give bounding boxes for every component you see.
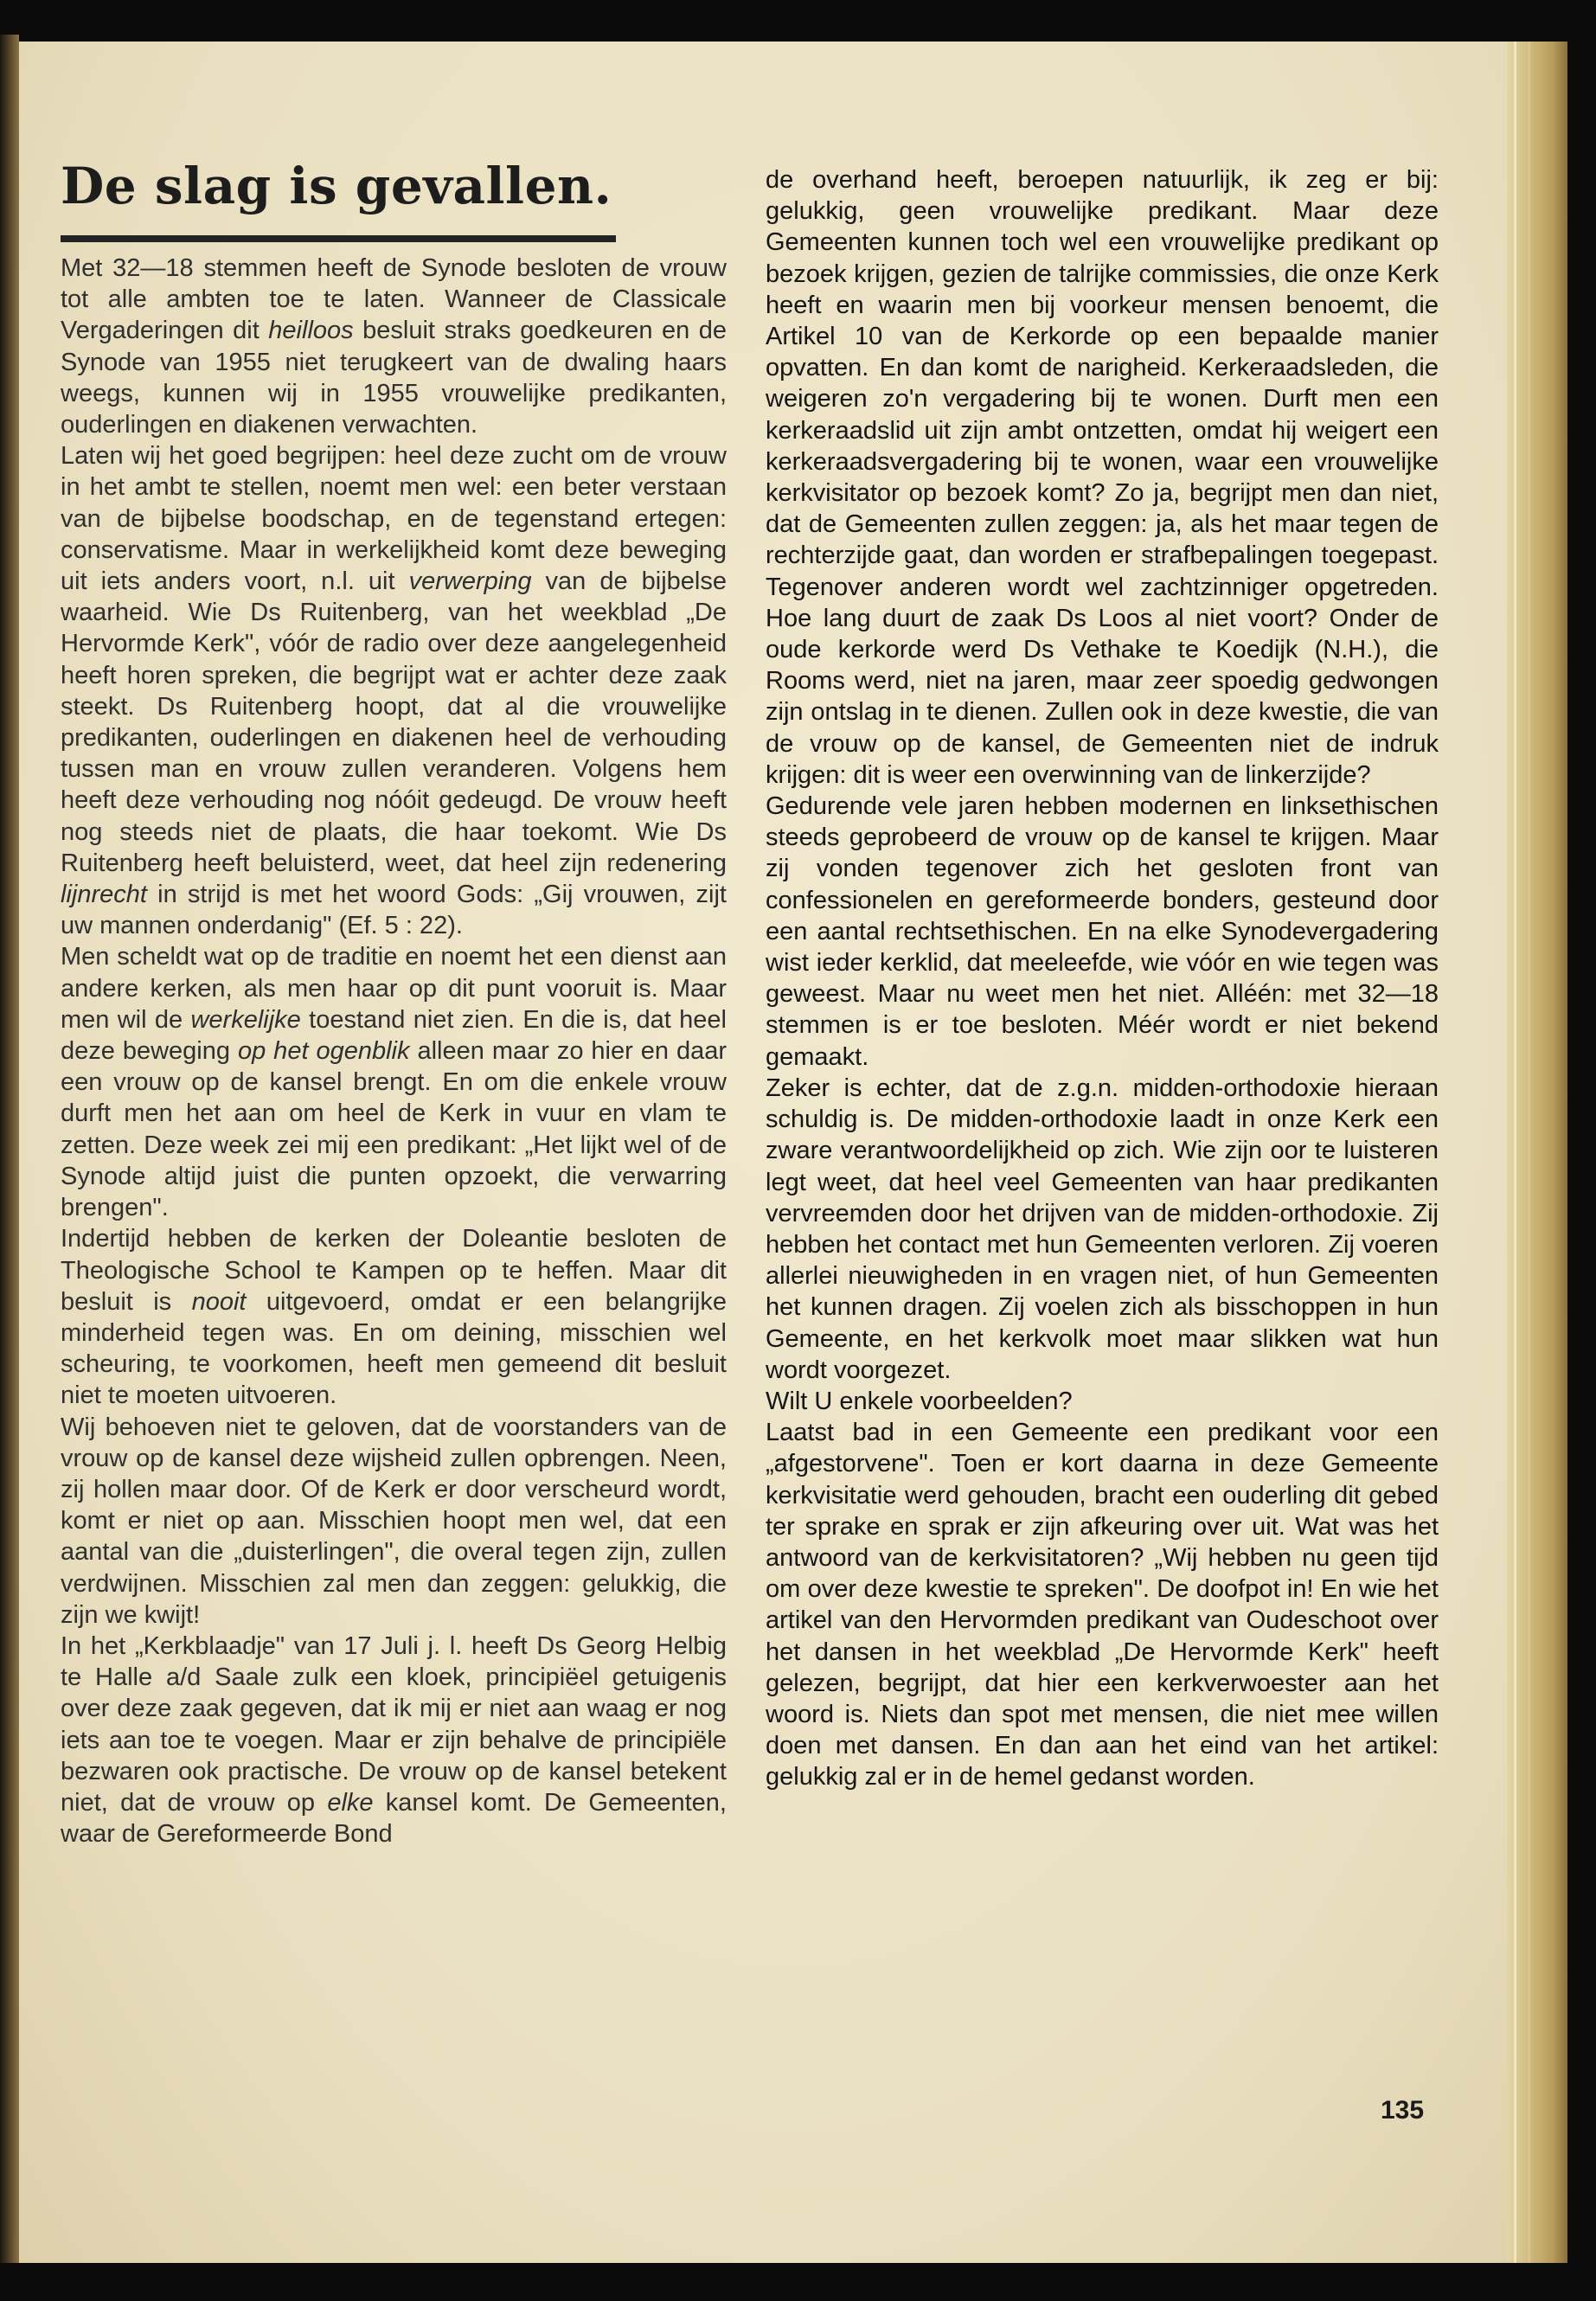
text-run: besluit straks goedkeuren en de Synode van 1955 niet terugkeert van de dwaling haars weegs, kunnen wij in 1955 vrouwelijke predikanten, ouderlingen en diakenen verwachten.	[61, 317, 727, 439]
text-run: In het „Kerkblaadje" van 17 Juli j. l. heeft Ds Georg Helbig te Halle a/d Saale zulk een kloek, principiëel getuigenis over deze zaak gegeven, dat ik mij er niet aan waag er nog iets aan toe te voegen. Maar er zijn behalve de principiële bezwaren ook practische. De vrouw op de kansel betekent niet, dat de vrouw op	[61, 1631, 727, 1817]
paragraph	[766, 1417, 1439, 1792]
emphasized-text: elke	[327, 1788, 374, 1817]
paragraph	[766, 164, 1439, 791]
paragraph	[61, 1223, 727, 1411]
text-run: Zeker is echter, dat de z.g.n. midden-orthodoxie hieraan schuldig is. De midden-orthodoxie laadt in onze Kerk een zware verantwoordelijkheid op zich. Wie zijn oor te luisteren legt weet, dat heel veel Gemeenten van haar predikanten vervreemden door het drijven van de midden-orthodoxie. Zij hebben het contact met hun Gemeenten verloren. Zij voeren allerlei nieuwigheden in en vragen niet, of hun Gemeenten het kunnen dragen. Zij voelen zich als bisschoppen in hun Gemeente, en het kerkvolk moet maar slikken wat hun wordt voorgezet.	[766, 1074, 1439, 1384]
paragraph	[766, 791, 1439, 1073]
text-run: Indertijd hebben de kerken der Doleantie besloten de Theologische School te Kampen op te heffen. Maar dit besluit is	[61, 1225, 727, 1316]
text-run: kansel komt. De Gemeenten, waar de Gereformeerde Bond	[61, 1788, 727, 1849]
page-number: 135	[1381, 2096, 1425, 2125]
paragraph	[61, 1631, 727, 1849]
emphasized-text: heilloos	[268, 317, 354, 345]
paragraph	[766, 1386, 1439, 1417]
page-edge-line	[1542, 42, 1544, 2263]
text-run: Laatst bad in een Gemeente een predikant voor een „afgestorvene". Toen er kort daarna in deze Gemeente kerkvisitatie werd gehouden, bracht een ouderling dit gebed ter sprake en sprak er zijn afkeuring over uit. Wat was het antwoord van de kerkvisitatoren? „Wij hebben nu geen tijd om over deze kwestie te spreken". De doofpot in! En wie het artikel van den Hervormden predikant van Oudeschoot over het dansen in het weekblad „De Hervormde Kerk" heeft gelezen, begrijpt, dat hier een kerkverwoester aan het woord is. Niets dan spot met mensen, die niet mee willen doen met dansen. En dan aan het eind van het artikel: gelukkig zal er in de hemel gedanst worden.	[766, 1419, 1439, 1791]
page-edge-line	[1528, 42, 1530, 2263]
text-run: alleen maar zo hier en daar een vrouw op de kansel brengt. En om die enkele vrouw durft men het aan om heel de Kerk in vuur en vlam te zetten. Deze week zei mij een predikant: „Het lijkt wel of de Synode altijd juist die punten opzoekt, die verwarring brengen".	[61, 1037, 727, 1222]
paragraph	[61, 440, 727, 941]
page-edge-line	[1514, 42, 1516, 2263]
paragraph	[61, 1412, 727, 1631]
paragraph	[766, 1073, 1439, 1386]
right-text-column	[766, 164, 1439, 1793]
page-edge	[1507, 42, 1567, 2263]
scan-background	[0, 2263, 1596, 2301]
emphasized-text: op het ogenblik	[237, 1037, 410, 1066]
left-text-column	[61, 253, 727, 1849]
text-run: Wilt U enkele voorbeelden?	[766, 1387, 1073, 1415]
text-run: in strijd is met het woord Gods: „Gij vrouwen, zijt uw mannen onderdanig" (Ef. 5 : 22).	[61, 881, 727, 940]
text-run: toestand niet zien. En die is, dat heel deze beweging	[61, 1005, 727, 1066]
text-run: Met 32—18 stemmen heeft de Synode besloten de vrouw tot alle ambten toe te laten. Wanneer de Classicale Vergaderingen dit	[61, 254, 727, 345]
article-headline: De slag is gevallen.	[61, 157, 612, 215]
emphasized-text: nooit	[191, 1287, 247, 1316]
headline-underline	[61, 235, 616, 242]
emphasized-text: werkelijke	[190, 1005, 301, 1034]
emphasized-text: verwerping	[408, 567, 532, 596]
text-run: van de bijbelse waarheid. Wie Ds Ruitenberg, van het weekblad „De Hervormde Kerk", vóór de radio over deze aangelegenheid heeft horen spreken, die begrijpt wat er achter deze zaak steekt. Ds Ruitenberg hoopt, dat al die vrouwelijke predikanten, ouderlingen en diakenen heel de verhouding tussen man en vrouw zullen veranderen. Volgens hem heeft deze verhouding nog nóóit gedeugd. De vrouw heeft nog steeds niet de plaats, die haar toekomt. Wie Ds Ruitenberg heeft beluisterd, weet, dat heel zijn redenering	[61, 567, 727, 877]
text-run: Wij behoeven niet te geloven, dat de voorstanders van de vrouw op de kansel deze wijsheid zullen opbrengen. Neen, zij hollen maar door. Of de Kerk er door verscheurd wordt, komt er niet op aan. Misschien hoopt men wel, dat een aantal van die „duisterlingen", die overal tegen zijn, zullen verdwijnen. Misschien zal men dan zeggen: gelukkig, die zijn we kwijt!	[61, 1413, 727, 1629]
text-run: Gedurende vele jaren hebben modernen en linksethischen steeds geprobeerd de vrouw op de kansel te krijgen. Maar zij vonden tegenover zich het gesloten front van confessionelen en gereformeerde bonders, gesteund door een aantal rechtsethischen. En na elke Synodevergadering wist ieder kerklid, dat meeleefde, wie vóór en wie tegen was geweest. Maar nu weet men het niet. Alléén: met 32—18 stemmen is er toe besloten. Méér wordt er niet bekend gemaakt.	[766, 792, 1439, 1071]
emphasized-text: lijnrecht	[61, 881, 147, 909]
text-run: Laten wij het goed begrijpen: heel deze zucht om de vrouw in het ambt te stellen, noemt men wel: een beter verstaan van de bijbelse boodschap, en de tegenstand ertegen: conservatisme. Maar in werkelijkheid komt deze beweging uit iets anders voort, n.l. uit	[61, 442, 727, 596]
paragraph	[61, 941, 727, 1223]
book-binding	[0, 35, 19, 2266]
text-run: uitgevoerd, omdat er een belangrijke minderheid tegen was. En om deining, misschien wel scheuring, te voorkomen, heeft men gemeend dit besluit niet te moeten uitvoeren.	[61, 1287, 727, 1410]
text-run: de overhand heeft, beroepen natuurlijk, ik zeg er bij: gelukkig, geen vrouwelijke predikant. Maar deze Gemeenten kunnen toch wel een vrouwelijke predikant op bezoek krijgen, gezien de talrijke commissies, die onze Kerk heeft en waarin men bij voorkeur mensen benoemt, die Artikel 10 van de Kerkorde op een bepaalde manier opvatten. En dan komt de narigheid. Kerkeraadsleden, die weigeren zo'n vergadering bij te wonen. Durft men een kerkeraadslid uit zijn ambt ontzetten, omdat hij weigert een kerkeraadsvergadering bij te wonen, waar een vrouwelijke kerkvisitator op bezoek komt? Zo ja, begrijpt men dan niet, dat de Gemeenten zullen zeggen: ja, als het maar tegen de rechterzijde gaat, dan worden er strafbepalingen toegepast. Tegenover anderen wordt wel zachtzinniger opgetreden. Hoe lang duurt de zaak Ds Loos al niet voort? Onder de oude kerkorde werd Ds Vethake te Koedijk (N.H.), die Rooms werd, niet na jaren, maar zeer spoedig gedwongen zijn ontslag in te dienen. Zullen ook in deze kwestie, die van de vrouw op de kansel, de Gemeenten niet de indruk krijgen: dit is weer een overwinning van de linkerzijde?	[766, 166, 1439, 789]
text-run: Men scheldt wat op de traditie en noemt het een dienst aan andere kerken, als men haar op dit punt vooruit is. Maar men wil de	[61, 943, 727, 1034]
paragraph	[61, 253, 727, 440]
